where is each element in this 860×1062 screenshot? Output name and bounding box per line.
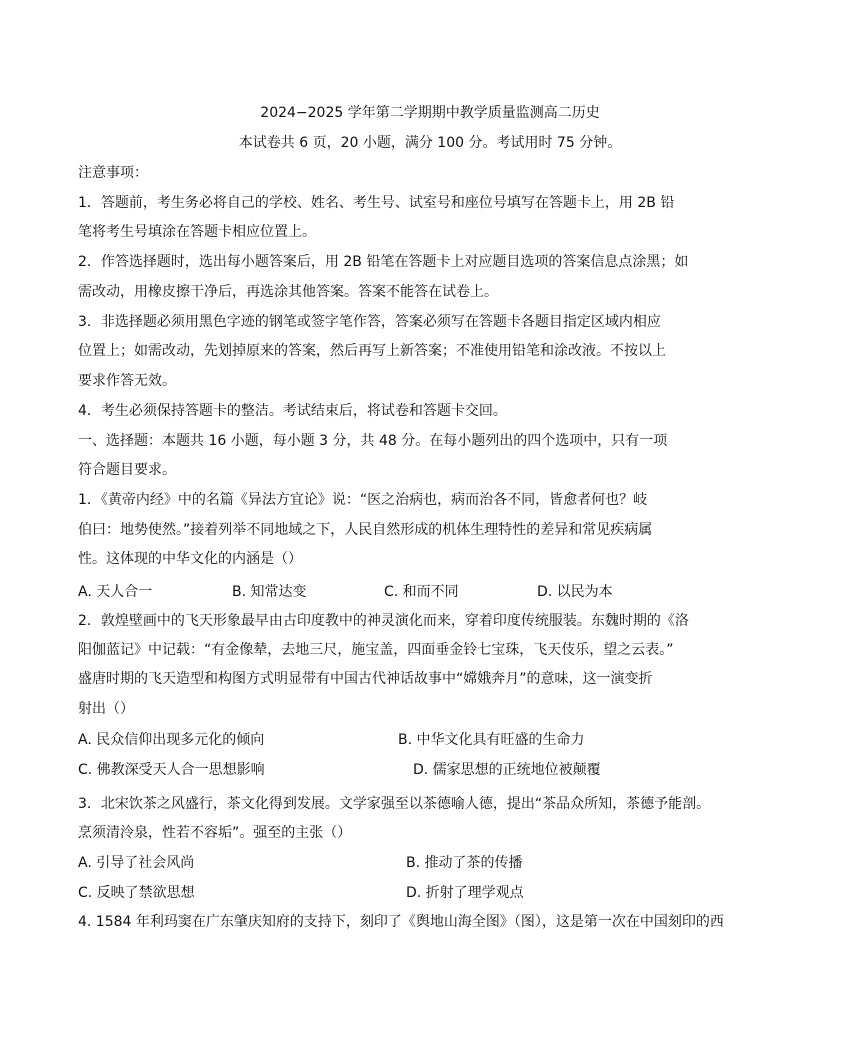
notice-heading: 注意事项： bbox=[78, 165, 148, 181]
question-2-option-c: C. 佛教深受天人合一思想影响 bbox=[78, 762, 265, 778]
question-2-line-2: 阳伽蓝记》中记载：“有金像辇，去地三尺，施宝盖，四面垂金铃七宝珠，飞天伎乐，望之云表。” bbox=[78, 642, 674, 658]
question-2-line-1: 2．敦煌壁画中的飞天形象最早由古印度教中的神灵演化而来，穿着印度传统服装。东魏时期的《洛 bbox=[78, 613, 689, 629]
question-1-option-c: C. 和而不同 bbox=[384, 584, 459, 600]
notice-item-1-line-2: 笔将考生号填涂在答题卡相应位置上。 bbox=[78, 224, 316, 240]
question-1-line-1: 1．《黄帝内经》中的名篇《异法方宜论》说：“医之治病也，病而治各不同，皆愈者何也？岐 bbox=[78, 492, 648, 508]
question-3-option-c: C. 反映了禁欲思想 bbox=[78, 885, 195, 901]
notice-item-3-line-3: 要求作答无效。 bbox=[78, 373, 176, 389]
notice-item-3-line-1: 3．非选择题必须用黑色字迹的钢笔或签字笔作答，答案必须写在答题卡各题目指定区域内相应 bbox=[78, 314, 661, 330]
question-3-option-d: D. 折射了理学观点 bbox=[406, 885, 524, 901]
question-2-option-b: B. 中华文化具有旺盛的生命力 bbox=[398, 732, 585, 748]
exam-subtitle: 本试卷共 6 页，20 小题，满分 100 分。考试用时 75 分钟。 bbox=[238, 135, 622, 151]
question-1-option-d: D. 以民为本 bbox=[537, 584, 613, 600]
exam-title: 2024−2025 学年第二学期期中教学质量监测高二历史 bbox=[260, 105, 600, 121]
question-1-line-3: 性。这体现的中华文化的内涵是（） bbox=[78, 551, 302, 567]
section-1-heading-line-1: 一、选择题：本题共 16 小题，每小题 3 分，共 48 分。在每小题列出的四个选项中，只有一项 bbox=[78, 433, 668, 449]
notice-item-4-line-1: 4．考生必须保持答题卡的整洁。考试结束后，将试卷和答题卡交回。 bbox=[78, 403, 507, 419]
question-2-line-3: 盛唐时期的飞天造型和构图方式明显带有中国古代神话故事中“嫦娥奔月”的意味，这一演变折 bbox=[78, 671, 653, 687]
question-2-option-a: A. 民众信仰出现多元化的倾向 bbox=[78, 732, 265, 748]
notice-item-2-line-1: 2．作答选择题时，选出每小题答案后，用 2B 铅笔在答题卡上对应题目选项的答案信息点涂黑；如 bbox=[78, 254, 689, 270]
question-3-option-b: B. 推动了茶的传播 bbox=[406, 855, 523, 871]
notice-item-1-line-1: 1．答题前，考生务必将自己的学校、姓名、考生号、试室号和座位号填写在答题卡上，用 2B 铅 bbox=[78, 195, 675, 211]
question-4-line-1: 4. 1584 年利玛窦在广东肇庆知府的支持下，刻印了《舆地山海全图》（图），这是第一次在中国刻印的西 bbox=[78, 914, 724, 930]
question-1-option-a: A. 天人合一 bbox=[78, 584, 153, 600]
notice-item-3-line-2: 位置上；如需改动，先划掉原来的答案，然后再写上新答案；不准使用铅笔和涂改液。不按以上 bbox=[78, 343, 666, 359]
question-3-line-1: 3．北宋饮茶之风盛行，茶文化得到发展。文学家强至以茶德喻人德，提出“茶品众所知，茶德予能剖。 bbox=[78, 796, 711, 812]
notice-item-2-line-2: 需改动，用橡皮擦干净后，再选涂其他答案。答案不能答在试卷上。 bbox=[78, 284, 498, 300]
question-3-line-2: 烹须清泠泉，性若不容垢”。强至的主张（） bbox=[78, 825, 352, 841]
question-1-option-b: B. 知常达变 bbox=[232, 584, 307, 600]
question-1-line-2: 伯曰：地势使然。”接着列举不同地域之下，人民自然形成的机体生理特性的差异和常见疾病属 bbox=[78, 522, 653, 538]
question-2-option-d: D. 儒家思想的正统地位被颠覆 bbox=[413, 762, 601, 778]
question-2-line-4: 射出（） bbox=[78, 701, 134, 717]
section-1-heading-line-2: 符合题目要求。 bbox=[78, 462, 176, 478]
question-3-option-a: A. 引导了社会风尚 bbox=[78, 855, 195, 871]
